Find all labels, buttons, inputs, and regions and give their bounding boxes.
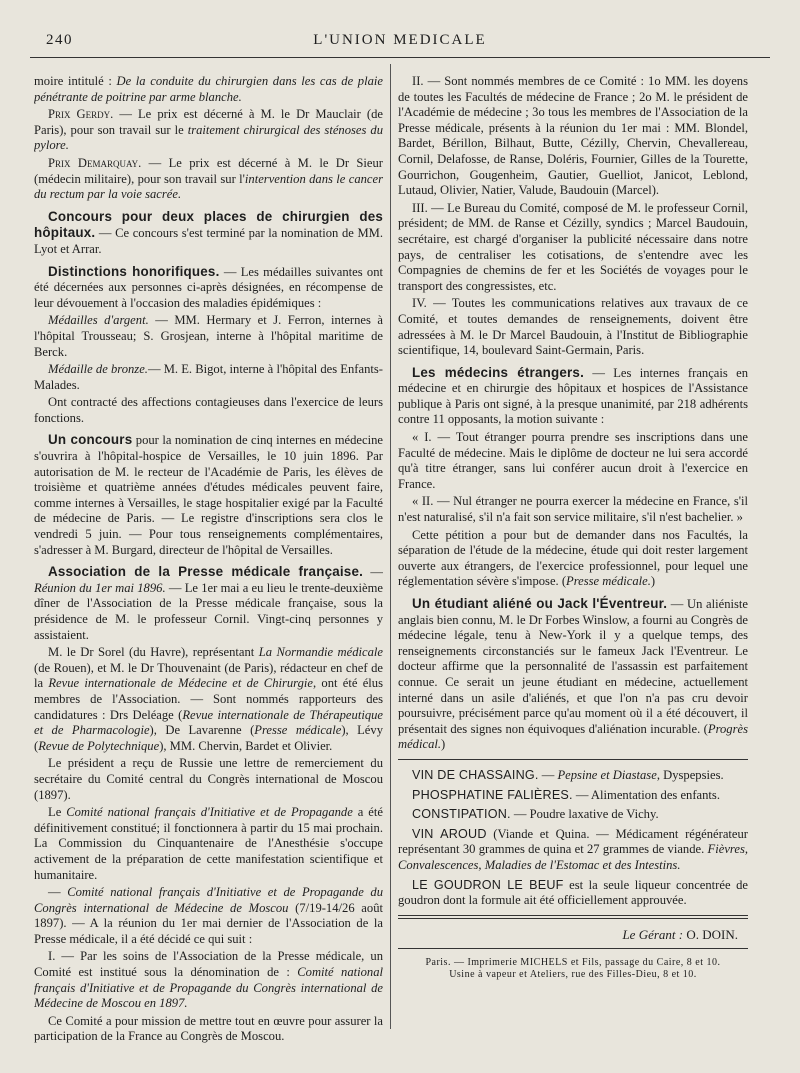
prix-demarquay-paragraph: Prix Demarquay. — Le prix est décerné à M. le Dr Sieur (médecin militaire), pour son travail sur l'intervention dans le cancer du rectum par la voie sacrée.: [34, 155, 383, 202]
prix-gerdy-label: Prix Gerdy.: [48, 107, 114, 122]
motion-two-paragraph: « II. — Nul étranger ne pourra exercer la médecine en France, s'il n'est naturalisé, s'il n'a fait son service militaire, s'il n'est bachelier. »: [398, 494, 748, 525]
comite-moscou-paragraph: — Comité national français d'Initiative et de Propagande du Congrès international de Médecine de Moscou (7/19-14/26 août 1897). — A la réunion du 1er mai dernier de l'Association de la Presse médicale, il a été décidé ce qui suit :: [34, 885, 383, 946]
association-paragraph: Association de la Presse médicale française. — Réunion du 1er mai 1896. — Le 1er mai a eu lieu le trente-deuxième dîner de l'Association de la Presse médicale française, sous la présidence de M. le professeur Cornil. Vingt-cinq personnes y assistaient.: [34, 564, 383, 642]
page-number: 240: [46, 32, 73, 48]
memoir-paragraph: moire intitulé : De la conduite du chirurgien dans les cas de plaie pénétrante de poitrine par arme blanche.: [34, 74, 383, 104]
ad-goudron-le-beuf: LE GOUDRON LE BEUF est la seule liqueur concentrée de goudron dont la formule ait été officiellement approuvée.: [398, 877, 748, 908]
header-rule: [30, 57, 770, 58]
ad-vin-aroud: VIN AROUD (Viande et Quina. — Médicament régénérateur représentant 30 grammes de quina et 27 grammes de viande. Fièvres, Convalescences, Maladies de l'Estomac et des Intestins.: [398, 826, 748, 872]
journal-title: L'UNION MEDICALE: [313, 32, 487, 48]
ad-phosphatine: PHOSPHATINE FALIÈRES. — Alimentation des enfants.: [412, 787, 720, 802]
gerant-line: Le Gérant : O. DOIN.: [622, 926, 738, 942]
petition-paragraph: Cette pétition a pour but de demander dans nos Facultés, la séparation de l'étude de la médecine, étude qui doit rester largement ouverte aux étrangers, de l'exercice professionnel, pour lequel une réglementation sévère s'impose. (Presse médicale.): [398, 527, 748, 589]
ad-vin-chassaing: VIN DE CHASSAING. — Pepsine et Diastase, Dyspepsies.: [412, 767, 724, 782]
comite-paragraph: Le Comité national français d'Initiative et de Propagande a été définitivement constitué; il fonctionnera à partir du 15 mai prochain. La Commission du Cinquantenaire de l'Anesthésie s'occupe activement de la préparation de cette manifestation scientifique et humanitaire.: [34, 805, 383, 882]
contagieuses-paragraph: Ont contracté des affections contagieuses dans l'exercice de leurs fonctions.: [34, 395, 383, 425]
prix-demarquay-label: Prix Demarquay.: [48, 155, 142, 170]
etrangers-heading: Les médecins étrangers.: [412, 364, 584, 380]
distinctions-heading: Distinctions honorifiques.: [48, 263, 220, 279]
point-one-paragraph: I. — Par les soins de l'Association de la Presse médicale, un Comité est institué sous la dénomination de : Comité national français d'Initiative et de Propagande du Congrès international de Médecine de Moscou en 1897.: [34, 949, 383, 1011]
aliene-heading: Un étudiant aliéné ou Jack l'Éventreur.: [412, 596, 668, 611]
un-concours-paragraph: Un concours pour la nomination de cinq internes en médecine s'ouvrira à l'hôpital-hospice de Versailles, le 10 juin 1896. Par autorisation de M. le recteur de l'Académie de Paris, les élèves de troisième et quatrième années d'études médicales peuvent faire, comme internes à Versailles, le stage hospitalier exigé par la Faculté de médecine de Paris. — Le registre d'inscriptions sera clos le vendredi 5 juin. — Pour tous renseignements complémentaires, s'adresser à M. Burgard, directeur de l'hôpital de Versailles.: [34, 432, 383, 557]
distinctions-paragraph: Distinctions honorifiques. — Les médailles suivantes ont été décernées aux personnes ci-après désignées, en récompense de leur dévouement à l'occasion des maladies épidémiques :: [34, 263, 383, 310]
prix-gerdy-paragraph: Prix Gerdy. — Le prix est décerné à M. le Dr Mauclair (de Paris), pour son travail sur le traitement chirurgical des sténoses du pylore.: [34, 107, 383, 153]
sorel-paragraph: M. le Dr Sorel (du Havre), représentant La Normandie médicale (de Rouen), et M. le Dr Thouvenaint (de Paris), rédacteur en chef de la Revue internationale de Médecine et de Chirurgie, ont été élus membres de l'Association. — Sont nommés rapporteurs des candidatures : Drs Deléage (Revue internationale de Thérapeutique et de Pharmacologie), De Lavarenne (Presse médicale), Lévy (Revue de Polytechnique), MM. Chervin, Bardet et Olivier.: [34, 645, 383, 753]
column-divider: [390, 64, 391, 1029]
concours-chirurgien-heading: Concours pour deux places de chirurgien des hôpitaux.: [34, 208, 383, 241]
etrangers-paragraph: Les médecins étrangers. — Les internes français en médecine et en chirurgie des hôpitaux et hospices de l'Assistance publique à Paris ont signé, à la presque unanimité, par 218 adhérents contre 11 opposants, la motion suivante :: [398, 364, 748, 427]
medaille-bronze-paragraph: Médaille de bronze.— M. E. Bigot, interne à l'hôpital des Enfants-Malades.: [34, 362, 383, 392]
advertisements-block: [398, 759, 748, 909]
right-column: [398, 74, 748, 1063]
page-header: [30, 28, 770, 54]
printer-imprint: Paris. — Imprimerie MICHELS et Fils, passage du Caire, 8 et 10. Usine à vapeur et Ateliers, rue des Filles-Dieu, 8 et 10.: [425, 957, 721, 981]
un-concours-heading: Un concours: [48, 432, 133, 448]
mission-paragraph: Ce Comité a pour mission de mettre tout en œuvre pour assurer la participation de la France au Congrès de Moscou.: [34, 1013, 383, 1044]
aliene-paragraph: Un étudiant aliéné ou Jack l'Éventreur. — Un aliéniste anglais bien connu, M. le Dr Forbes Winslow, a fourni au Congrès de médecine légale, tenu à New-York il y a quelque temps, des renseignements circonstanciés sur le fameux Jack l'Eventreur. Le docteur affirme que la personnalité de l'assassin est parfaitement connue. Ce serait un jeune étudiant en médecine, actuellement interné dans un asile d'aliénés, et que l'on n'a pas cru devoir poursuivre, précisément parce qu'au moment où il a été découvert, il présentait des signes non équivoques d'aliénation incurable. (Progrès médical.): [398, 596, 748, 752]
russie-paragraph: Le président a reçu de Russie une lettre de remerciement du secrétaire du Comité central du Congrès international de Moscou (1897).: [34, 756, 383, 802]
medailles-argent-paragraph: Médailles d'argent. — MM. Hermary et J. Ferron, internes à l'hôpital Trousseau; S. Grosjean, interne à l'hôpital maritime de Berck.: [34, 313, 383, 359]
footer-double-rule: [398, 915, 748, 919]
left-column: [34, 74, 383, 1063]
point-four-paragraph: IV. — Toutes les communications relatives aux travaux de ce Comité, et toutes demandes de renseignements, doivent être adressées à M. le Dr Marcel Baudouin, à l'Institut de Bibliographie scientifique, 14, boulevard Saint-Germain, Paris.: [398, 296, 748, 358]
point-two-paragraph: II. — Sont nommés membres de ce Comité : 1o MM. les doyens de toutes les Facultés de médecine de France ; 2o M. le président de l'Académie de médecine ; 3o tous les membres de l'Association de la Presse médicale, présents à la réunion du 1er mai : MM. Blondel, Bardet, Bérillon, Bilhaut, Butte, Cézilly, Chervin, Chevallereau, Cornil, Delafosse, de Ranse, Doléris, Fournier, Gilles de la Tourette, Gourrichon, Gougenheim, Gautier, Guelliot, Janicot, Leblond, Lutaud, Olivier, Natier, Valude, Baudouin (Marcel).: [398, 74, 748, 198]
concours-chirurgien-paragraph: Concours pour deux places de chirurgien des hôpitaux. — Ce concours s'est terminé par la nomination de MM. Lyot et Arrar.: [34, 208, 383, 256]
imprint-rule: [398, 948, 748, 949]
motion-one-paragraph: « I. — Tout étranger pourra prendre ses inscriptions dans une Faculté de médecine. Mais le diplôme de docteur ne lui sera accordé qu'à titre étranger, sans lui conférer aucun droit à l'exercice en France.: [398, 430, 748, 491]
association-heading: Association de la Presse médicale française.: [48, 564, 364, 580]
ad-constipation: CONSTIPATION. — Poudre laxative de Vichy.: [412, 807, 659, 822]
point-three-paragraph: III. — Le Bureau du Comité, composé de M. le professeur Cornil, président; de MM. de Ranse et Cézilly, syndics ; Marcel Baudouin, secrétaire, est chargé d'organiser la publicité nécessaire dans notre pays, de centraliser les cotisations, de s'entendre avec les Compagnies de chemins de fer et les Sociétés de voyages pour le transport des congressistes, etc.: [398, 200, 748, 293]
